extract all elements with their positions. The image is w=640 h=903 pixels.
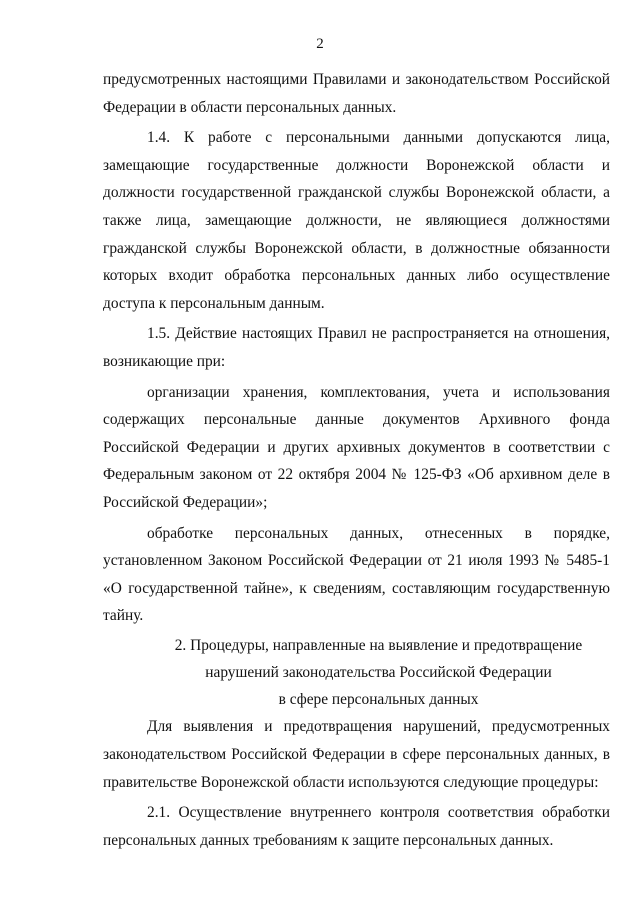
paragraph-2-1: 2.1. Осуществление внутреннего контроля соответствия обработки персональных данных требованиям к защите персональных данных. — [103, 804, 610, 849]
document-body — [103, 66, 610, 854]
paragraph-state-secret-exception: обработке персональных данных, отнесенных в порядке, установленном Законом Российской Федерации от 21 июля 1993 № 5485-1 «О государственной тайне», к сведениям, составляющим государственную тайну. — [103, 524, 610, 625]
section-heading-line-2: нарушений законодательства Российской Федерации — [205, 664, 552, 682]
section-heading-line-1: 2. Процедуры, направленные на выявление и предотвращение — [174, 636, 583, 654]
paragraph-archive-exception: организации хранения, комплектования, учета и использования содержащих персональные данные документов Архивного фонда Российской Федерации и других архивных документов в соответствии с Федеральным законом от 22 октября 2004 № 125-ФЗ «Об архивном деле в Российской Федерации»; — [103, 383, 610, 511]
page-number: 2 — [316, 36, 324, 52]
paragraph-1-5: 1.5. Действие настоящих Правил не распространяется на отношения, возникающие при: — [103, 325, 610, 370]
paragraph-procedures-intro: Для выявления и предотвращения нарушений, предусмотренных законодательством Российской Федерации в сфере персональных данных, в правительстве Воронежской области используются следующие процедуры: — [103, 718, 610, 791]
section-heading — [103, 632, 610, 714]
paragraph-continuation: предусмотренных настоящими Правилами и законодательством Российской Федерации в области персональных данных. — [103, 71, 610, 116]
paragraph-1-4: 1.4. К работе с персональными данными допускаются лица, замещающие государственные должности Воронежской области и должности государственной гражданской службы Воронежской области, а также лица, замещающие должности, не являющиеся должностями гражданской службы Воронежской области, в должностные обязанности которых входит обработка персональных данных либо осуществление доступа к персональным данным. — [103, 129, 610, 312]
section-heading-line-3: в сфере персональных данных — [278, 691, 479, 709]
